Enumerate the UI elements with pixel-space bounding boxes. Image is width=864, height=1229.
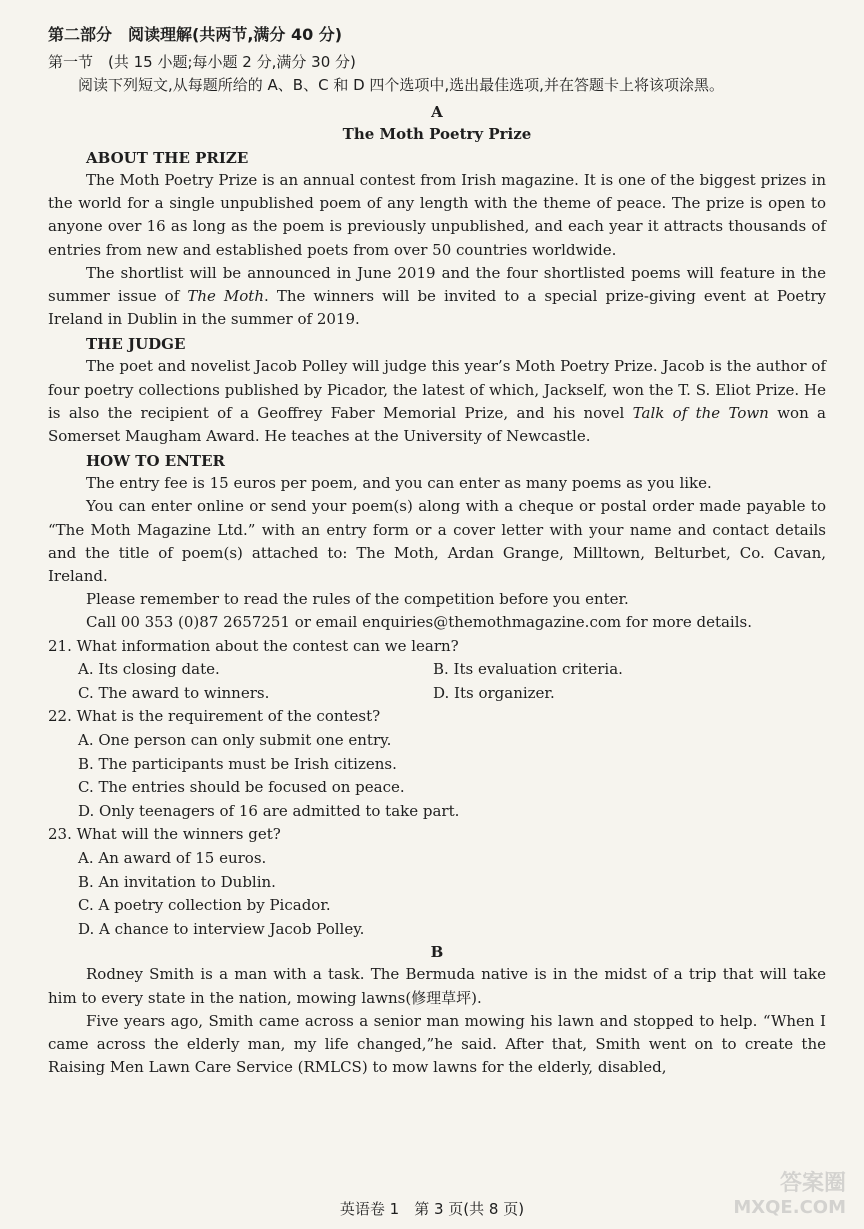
option-23-d: D. A chance to interview Jacob Polley.	[78, 919, 365, 938]
option-23-a: A. An award of 15 euros.	[78, 849, 267, 867]
question-22: 22. What is the requirement of the contest?	[48, 707, 381, 726]
option-21-b: B. Its evaluation criteria.	[433, 660, 623, 679]
question-21: 21. What information about the contest can we learn?	[48, 636, 459, 655]
watermark-logo	[733, 1172, 846, 1220]
passage-a-title: The Moth Poetry Prize	[342, 125, 532, 143]
enter-paragraph-2: You can enter online or send your poem(s) along with a cheque or postal order made payable to “The Moth Magazine Ltd.” with an entry form or a cover letter with your name and contact details and the title of poem(s) attached to: The Moth, Ardan Grange, Milltown, Belturbet, Co. Cavan, Ireland.	[48, 497, 826, 586]
novel-title: Talk of the Town	[632, 403, 769, 422]
enter-paragraph-1: The entry fee is 15 euros per poem, and you can enter as many poems as you like.	[86, 474, 712, 493]
question-23: 23. What will the winners get?	[48, 825, 281, 844]
judge-heading: THE JUDGE	[86, 335, 186, 354]
question-21-options-row-1	[48, 658, 826, 682]
enter-paragraph-3: Please remember to read the rules of the competition before you enter.	[86, 590, 629, 609]
magazine-title: The Moth	[187, 287, 264, 306]
about-heading: ABOUT THE PRIZE	[86, 149, 249, 167]
passage-a-label: A	[431, 103, 443, 121]
enter-paragraph-4: Call 00 353 (0)87 2657251 or email enquiries@themothmagazine.com for more details.	[86, 613, 752, 632]
watermark-line-1: 答案圈	[779, 1171, 846, 1196]
watermark-line-2: MXQE.COM	[733, 1197, 846, 1218]
option-22-b: B. The participants must be Irish citizens.	[78, 754, 397, 773]
judge-paragraph: The poet and novelist Jacob Polley will judge this year’s Moth Poetry Prize. Jacob is the author of four poetry collections published by Picador, the latest of which, Jackself, won the T. S. Eliot Prize. He is also the recipient of a Geoffrey Faber Memorial Prize, and his novel Talk of the Town won a Somerset Maugham Award. He teaches at the University of Newcastle.	[48, 357, 826, 446]
option-22-a: A. One person can only submit one entry.	[78, 731, 392, 750]
option-22-c: C. The entries should be focused on peace.	[78, 778, 405, 797]
passage-b-paragraph-2: Five years ago, Smith came across a senior man mowing his lawn and stopped to help. “When I came across the elderly man, my life changed,”he said. After that, Smith went on to create the Raising Men Lawn Care Service (RMLCS) to mow lawns for the elderly, disabled,	[48, 1011, 826, 1077]
exam-page	[48, 18, 826, 1079]
page-footer: 英语卷 1 第 3 页(共 8 页)	[339, 1200, 525, 1218]
directions: 阅读下列短文,从每题所给的 A、B、C 和 D 四个选项中,选出最佳选项,并在答题卡上将该项涂黑。	[78, 76, 724, 94]
about-paragraph-1: The Moth Poetry Prize is an annual contest from Irish magazine. It is one of the biggest prizes in the world for a single unpublished poem of any length with the theme of peace. The prize is open to anyone over 16 as long as the poem is previously unpublished, and each year it attracts thousands of entries from new and established poets from over 50 countries worldwide.	[48, 171, 826, 259]
option-21-d: D. Its organizer.	[433, 683, 555, 702]
passage-b-label: B	[430, 943, 444, 962]
enter-heading: HOW TO ENTER	[86, 452, 225, 471]
option-23-b: B. An invitation to Dublin.	[78, 872, 276, 891]
option-21-a: A. Its closing date.	[78, 660, 220, 679]
section-header: 第一节 (共 15 小题;每小题 2 分,满分 30 分)	[48, 53, 356, 71]
part-header: 第二部分 阅读理解(共两节,满分 40 分)	[48, 25, 343, 44]
option-21-c: C. The award to winners.	[78, 683, 270, 702]
option-22-d: D. Only teenagers of 16 are admitted to take part.	[78, 801, 460, 820]
question-21-options-row-2	[48, 682, 826, 706]
about-paragraph-2: The shortlist will be announced in June 2019 and the four shortlisted poems will feature in the summer issue of The Moth. The winners will be invited to a special prize-giving event at Poetry Ireland in Dublin in the summer of 2019.	[48, 263, 826, 329]
passage-b-paragraph-1: Rodney Smith is a man with a task. The Bermuda native is in the midst of a trip that will take him to every state in the nation, mowing lawns(修理草坪).	[48, 965, 826, 1007]
option-23-c: C. A poetry collection by Picador.	[78, 896, 331, 915]
